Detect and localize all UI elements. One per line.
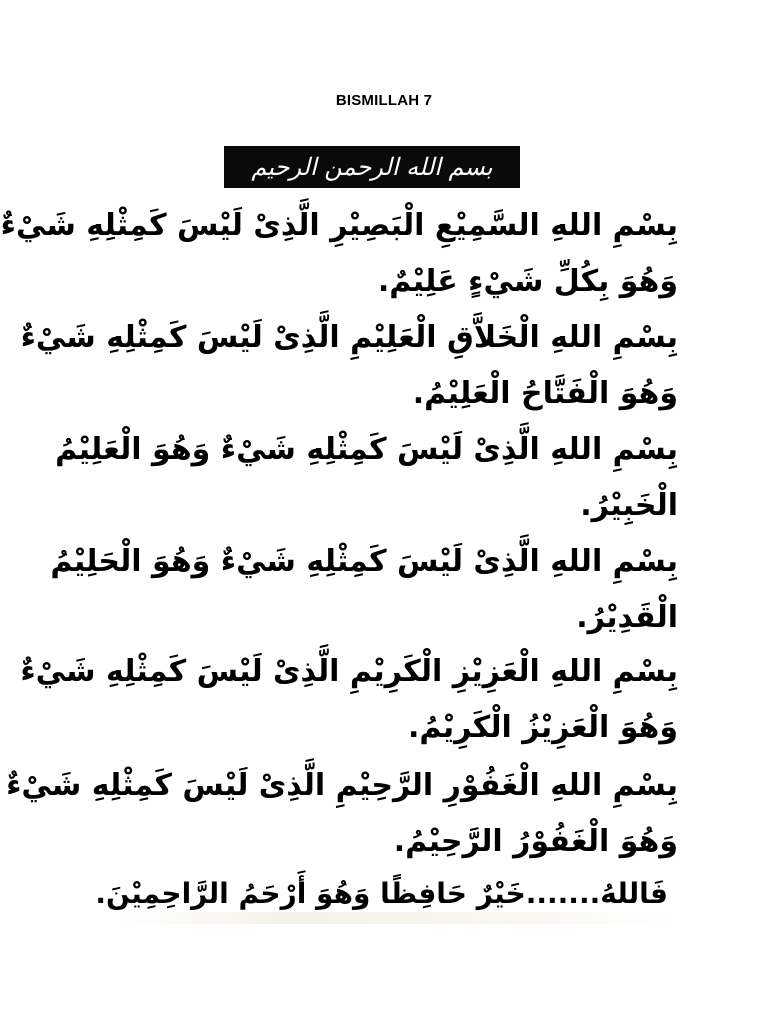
page-title: BISMILLAH 7 bbox=[335, 92, 433, 109]
verse-5 bbox=[20, 644, 678, 756]
verse-5-line-1: بِسْمِ اللهِ الْعَزِيْزِ الْكَرِيْمِ الَّذِىْ لَيْسَ كَمِثْلِهِ شَيْءٌ bbox=[20, 654, 678, 689]
verse-4 bbox=[50, 534, 678, 646]
verses-block bbox=[0, 198, 678, 923]
verse-2-line-2: وَهُوَ الْفَتَّاحُ الْعَلِيْمُ. bbox=[412, 376, 678, 411]
verse-1-line-2: وَهُوَ بِكُلِّ شَيْءٍ عَلِيْمٌ. bbox=[377, 264, 678, 299]
verse-5-line-2: وَهُوَ الْعَزِيْزُ الْكَرِيْمُ. bbox=[407, 710, 678, 745]
verse-1 bbox=[0, 198, 678, 310]
verse-6-line-2: وَهُوَ الْغَفُوْرُ الرَّحِيْمُ. bbox=[393, 824, 678, 859]
bismillah-calligraphy-banner bbox=[224, 146, 520, 188]
verse-6-line-1: بِسْمِ اللهِ الْغَفُوْرِ الرَّحِيْمِ الَّذِىْ لَيْسَ كَمِثْلِهِ شَيْءٌ bbox=[6, 768, 678, 803]
verse-4-line-2: الْقَدِيْرُ. bbox=[576, 600, 678, 635]
closing-line: فَاللهُ.......خَيْرٌ حَافِظًا وَهُوَ أَرْحَمُ الرَّاحِمِيْنَ. bbox=[95, 877, 668, 910]
scan-edge-strip bbox=[118, 912, 678, 924]
verse-6 bbox=[6, 758, 678, 870]
verse-2-line-1: بِسْمِ اللهِ الْخَلاَّقِ الْعَلِيْمِ الَّذِىْ لَيْسَ كَمِثْلِهِ شَيْءٌ bbox=[20, 320, 678, 355]
verse-3 bbox=[55, 422, 678, 534]
verse-3-line-1: بِسْمِ اللهِ الَّذِىْ لَيْسَ كَمِثْلِهِ شَيْءٌ وَهُوَ الْعَلِيْمُ bbox=[55, 432, 678, 467]
calligraphy-text: بسم الله الرحمن الرحيم bbox=[251, 153, 493, 181]
verse-3-line-2: الْخَبِيْرُ. bbox=[580, 488, 678, 523]
verse-2 bbox=[20, 310, 678, 422]
verse-1-line-1: بِسْمِ اللهِ السَّمِيْعِ الْبَصِيْرِ الَّذِىْ لَيْسَ كَمِثْلِهِ شَيْءٌ bbox=[0, 208, 678, 243]
verse-4-line-1: بِسْمِ اللهِ الَّذِىْ لَيْسَ كَمِثْلِهِ شَيْءٌ وَهُوَ الْحَلِيْمُ bbox=[50, 544, 678, 579]
